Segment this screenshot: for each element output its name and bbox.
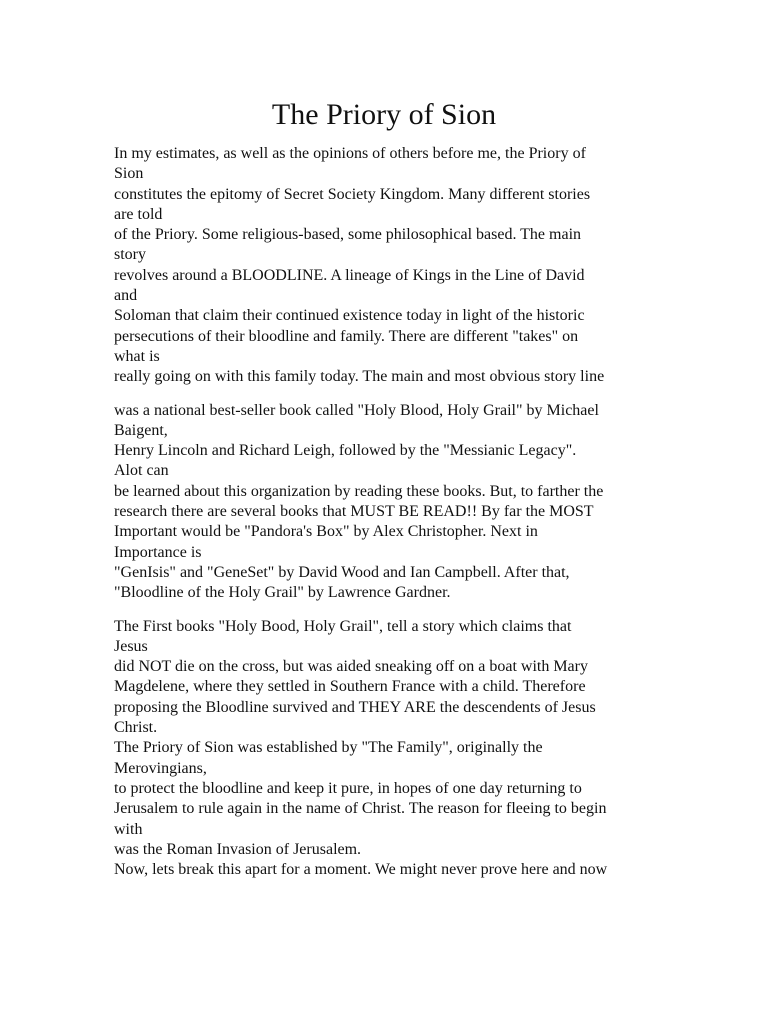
text-line: Now, lets break this apart for a moment. We might never prove here and now	[114, 861, 608, 879]
paragraph-gap	[114, 388, 659, 401]
text-line: did NOT die on the cross, but was aided sneaking off on a boat with Mary	[114, 658, 588, 676]
text-line: Importance is	[114, 543, 202, 561]
text-line: Sion	[114, 165, 144, 183]
text-line: The Priory of Sion was established by "The Family", originally the	[114, 739, 543, 757]
text-line: Henry Lincoln and Richard Leigh, followed by the "Messianic Legacy".	[114, 442, 577, 460]
text-line: of the Priory. Some religious-based, some philosophical based. The main	[114, 226, 582, 244]
page-title: The Priory of Sion	[271, 98, 497, 131]
text-line: be learned about this organization by reading these books. But, to farther the	[114, 482, 604, 500]
text-line: proposing the Bloodline survived and THEY ARE the descendents of Jesus	[114, 698, 596, 716]
text-line: with	[114, 820, 143, 838]
text-line: Baigent,	[114, 421, 168, 439]
text-line: really going on with this family today. The main and most obvious story line	[114, 368, 605, 386]
text-line: The First books "Holy Bood, Holy Grail", tell a story which claims that	[114, 617, 572, 635]
text-line: persecutions of their bloodline and family. There are different "takes" on	[114, 327, 579, 345]
text-line: to protect the bloodline and keep it pure, in hopes of one day returning to	[114, 779, 582, 797]
text-line: are told	[114, 205, 163, 223]
paragraph-gap	[114, 604, 659, 617]
text-line: revolves around a BLOODLINE. A lineage of Kings in the Line of David	[114, 266, 585, 284]
paragraph-2	[114, 401, 659, 604]
document-body	[114, 144, 659, 880]
text-line: Jerusalem to rule again in the name of Christ. The reason for fleeing to begin	[114, 800, 607, 818]
text-line: and	[114, 287, 138, 305]
text-line: Soloman that claim their continued existence today in light of the historic	[114, 307, 585, 325]
text-line: story	[114, 246, 146, 264]
text-line: Merovingians,	[114, 759, 207, 777]
text-line: constitutes the epitomy of Secret Society Kingdom. Many different stories	[114, 185, 591, 203]
text-line: "GenIsis" and "GeneSet" by David Wood and Ian Campbell. After that,	[114, 563, 570, 581]
text-line: Jesus	[114, 637, 148, 655]
text-line: was the Roman Invasion of Jerusalem.	[114, 840, 362, 858]
text-line: research there are several books that MUST BE READ!! By far the MOST	[114, 503, 594, 521]
text-line: In my estimates, as well as the opinions of others before me, the Priory of	[114, 145, 586, 162]
text-line: "Bloodline of the Holy Grail" by Lawrence Gardner.	[114, 584, 451, 602]
text-line: Alot can	[114, 462, 169, 480]
text-line: what is	[114, 347, 160, 365]
text-line: Important would be "Pandora's Box" by Alex Christopher. Next in	[114, 523, 538, 541]
paragraph-1	[114, 144, 659, 388]
text-line: was a national best-seller book called "Holy Blood, Holy Grail" by Michael	[114, 401, 599, 419]
paragraph-3	[114, 617, 659, 881]
text-line: Christ.	[114, 719, 158, 737]
text-line: Magdelene, where they settled in Southern France with a child. Therefore	[114, 678, 586, 696]
